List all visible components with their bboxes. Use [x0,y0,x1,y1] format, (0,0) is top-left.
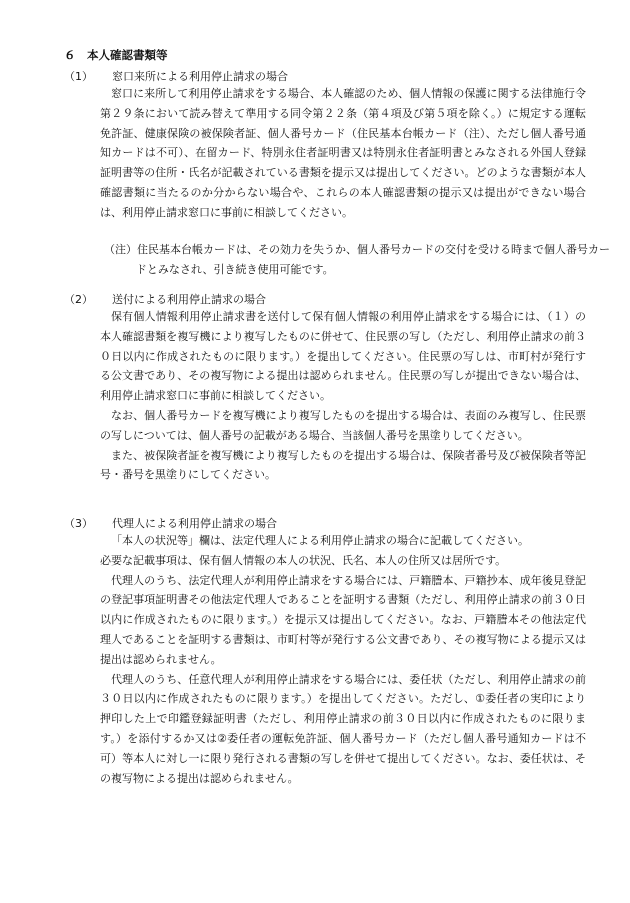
subsection-3-paragraph-2: 代理人のうち、法定代理人が利用停止請求をする場合には、戸籍謄本、戸籍抄本、成年後見登記の登記事項証明書その他法定代理人であることを証明する書類（ただし、利用停止請求の前３０日以内に作成されたものに限ります。）を提示又は提出してください。なお、戸籍謄本その他法定代理人であることを証明する書類は、市町村等が発行する公文書であり、その複写物による提示又は提出は認められません。 [100,573,586,666]
subsection-3-heading [64,515,277,531]
subsection-1-number: （1） [64,70,93,83]
subsection-2-number: （2） [64,293,93,306]
subsection-3-paragraph-1b: 必要な記載事項は、保有個人情報の本人の状況、氏名、本人の住所又は居所です。 [100,553,507,567]
subsection-3-body [100,531,586,788]
subsection-3-title: 代理人による利用停止請求の場合 [112,517,277,530]
subsection-3-paragraph-1: 「本人の状況等」欄は、法定代理人による利用停止請求の場合に記載してください。 [111,534,529,547]
subsection-3-paragraph-3: 代理人のうち、任意代理人が利用停止請求をする場合には、委任状（ただし、利用停止請求の前３０日以内に作成されたものに限ります。）を提出してください。ただし、①委任者の実印により押印した上で印鑑登録証明書（ただし、利用停止請求の前３０日以内に作成されたものに限ります。）を添付するか又は②委任者の運転免許証、個人番号カード（ただし個人番号通知カードは不可）等本人に対し一に限り発行される書類の写しを併せて提出してください。なお、委任状は、その複写物による提出は認められません。 [100,672,586,785]
subsection-1-heading [64,68,288,84]
subsection-2-heading [64,291,266,307]
subsection-3-number: （3） [64,517,93,530]
subsection-1-body [100,84,586,223]
subsection-2-paragraph-2: なお、個人番号カードを複写機により複写したものを提出する場合は、表面のみ複写し、住民票の写しについては、個人番号の記載がある場合、当該個人番号を黒塗りしてください。 [100,408,586,442]
subsection-2-title: 送付による利用停止請求の場合 [112,293,266,306]
subsection-2-paragraph-1: 保有個人情報利用停止請求書を送付して保有個人情報の利用停止請求をする場合には、（１）の本人確認書類を複写機により複写したものに併せて、住民票の写し（ただし、利用停止請求の前３０日以内に作成されたものに限ります。）を提出してください。住民票の写しは、市町村が発行する公文書であり、その複写物による提出は認められません。住民票の写しが提出できない場合は、利用停止請求窓口に事前に相談してください。 [100,310,586,403]
subsection-2-paragraph-3: また、被保険者証を複写機により複写したものを提出する場合は、保険者番号及び被保険者等記号・番号を黒塗りにしてください。 [100,448,586,482]
subsection-1-title: 窓口来所による利用停止請求の場合 [112,70,288,83]
subsection-1-paragraph: 窓口に来所して利用停止請求をする場合、本人確認のため、個人情報の保護に関する法律施行令第２９条において読み替えて準用する同令第２２条（第４項及び第５項を除く。）に規定する運転免許証、健康保険の被保険者証、個人番号カード（住民基本台帳カード（注）、ただし個人番号通知カードは不可）、在留カード、特別永住者証明書又は特別永住者証明書とみなされる外国人登録証明書等の住所・氏名が記載されている書類を提示又は提出してください。どのような書類が本人確認書類に当たるのか分からない場合や、これらの本人確認書類の提示又は提出ができない場合は、利用停止請求窓口に事前に相談してください。 [100,87,586,219]
section-title: ６ 本人確認書類等 [64,48,168,62]
subsection-1-note: （注）住民基本台帳カードは、その効力を失うか、個人番号カードの交付を受ける時まで個人番号カードとみなされ、引き続き使用可能です。 [104,243,610,276]
subsection-2-body [100,307,586,485]
